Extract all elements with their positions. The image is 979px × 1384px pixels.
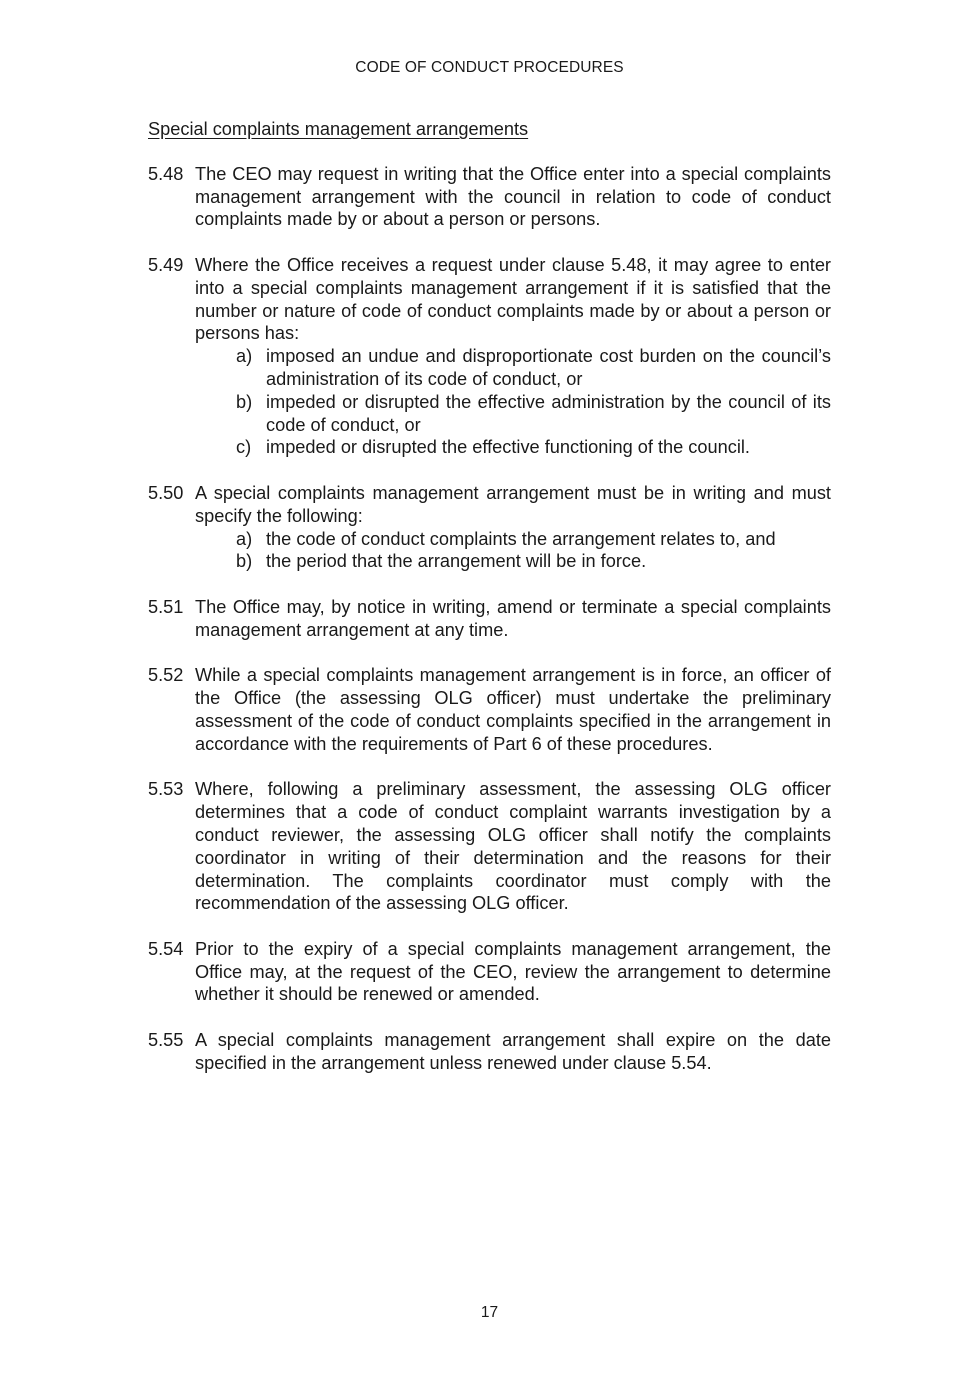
clause-number: 5.55: [148, 1030, 184, 1051]
list-item: [195, 528, 831, 551]
clause-5-49: [148, 254, 831, 459]
clause-5-48: [148, 163, 831, 231]
clause-number: 5.50: [148, 482, 184, 503]
clause-number: 5.53: [148, 779, 184, 800]
clause-text: A special complaints management arrangement must be in writing and must specify the following:: [195, 482, 831, 526]
clause-text: Where the Office receives a request under clause 5.48, it may agree to enter into a special complaints management arrangement if it is satisfied that the number or nature of code of conduct complaints made by or about a person or persons has:: [195, 254, 831, 344]
list-item-marker: a): [236, 528, 253, 549]
clause-5-54: [148, 938, 831, 1006]
clause-number: 5.52: [148, 665, 184, 686]
list-item: [195, 345, 831, 391]
clause-5-53: [148, 778, 831, 915]
section-heading: Special complaints management arrangements: [148, 119, 529, 139]
clause-text: Prior to the expiry of a special complaints management arrangement, the Office may, at the request of the CEO, review the arrangement to determine whether it should be renewed or amended.: [195, 938, 831, 1005]
clause-number: 5.51: [148, 596, 184, 617]
running-header: CODE OF CONDUCT PROCEDURES: [355, 59, 624, 76]
clause-text: The Office may, by notice in writing, amend or terminate a special complaints management arrangement at any time.: [195, 596, 831, 640]
clause-text: Where, following a preliminary assessment, the assessing OLG officer determines that a code of conduct complaint warrants investigation by a conduct reviewer, the assessing OLG officer shall notify the complaints coordinator in writing of their determination and the reasons for their determination. The complaints coordinator must comply with the recommendation of the assessing OLG officer.: [195, 779, 831, 914]
clause-5-52: [148, 664, 831, 755]
clause-5-51: [148, 596, 831, 642]
clause-number: 5.48: [148, 163, 184, 184]
list-item-marker: b): [236, 391, 253, 412]
clause-number: 5.49: [148, 254, 184, 275]
list-item-text: imposed an undue and disproportionate cost burden on the council’s administration of its code of conduct, or: [266, 346, 831, 389]
clause-5-50: [148, 482, 831, 573]
clause-number: 5.54: [148, 938, 184, 959]
clause-text: While a special complaints management arrangement is in force, an officer of the Office (the assessing OLG officer) must undertake the preliminary assessment of the code of conduct complaints specified in the arrangement in accordance with the requirements of Part 6 of these procedures.: [195, 665, 831, 754]
page-number: 17: [480, 1304, 499, 1321]
list-item: [195, 550, 831, 573]
document-body: [148, 118, 831, 1097]
sub-item-list: [195, 528, 831, 574]
list-item-marker: b): [236, 551, 253, 572]
list-item: [195, 391, 831, 437]
list-item: [195, 436, 831, 459]
clause-text: A special complaints management arrangement shall expire on the date specified in the arrangement unless renewed under clause 5.54.: [195, 1030, 831, 1073]
list-item-marker: c): [236, 437, 252, 458]
list-item-text: the code of conduct complaints the arrangement relates to, and: [266, 528, 776, 549]
list-item-text: impeded or disrupted the effective functioning of the council.: [266, 437, 750, 458]
clause-text: The CEO may request in writing that the Office enter into a special complaints management arrangement with the council in relation to code of conduct complaints made by or about a person or persons.: [195, 163, 831, 230]
list-item-text: the period that the arrangement will be in force.: [266, 551, 647, 572]
list-item-text: impeded or disrupted the effective administration by the council of its code of conduct, or: [266, 391, 831, 435]
list-item-marker: a): [236, 346, 253, 367]
clause-5-55: [148, 1029, 831, 1075]
sub-item-list: [195, 345, 831, 459]
